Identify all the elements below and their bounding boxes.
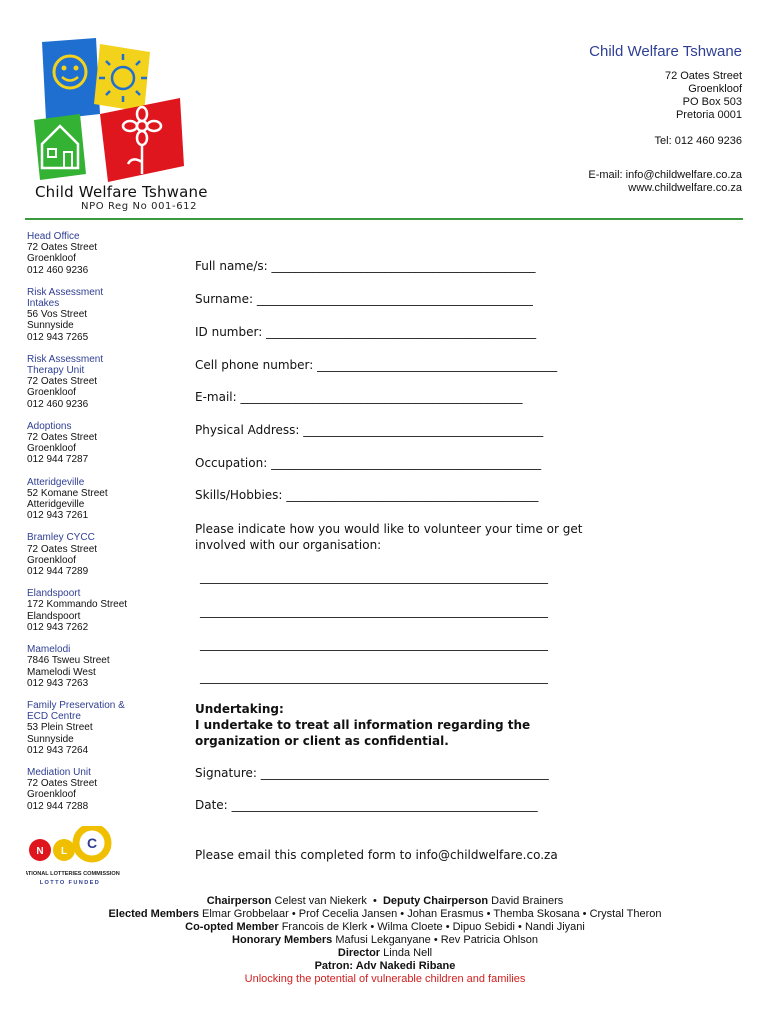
field-label: Full name/s: bbox=[195, 259, 268, 273]
office-title: Adoptions bbox=[27, 420, 72, 432]
office-detail: 172 Kommando Street bbox=[27, 599, 128, 611]
office-detail: 72 Oates Street bbox=[27, 242, 98, 254]
org-contact-block bbox=[588, 43, 742, 195]
office-detail: Elandspoort bbox=[27, 610, 81, 622]
office-title: Intakes bbox=[27, 298, 60, 310]
office-detail: Groenkloof bbox=[27, 443, 76, 455]
honorary-members-label: Honorary Members bbox=[232, 934, 333, 946]
office-title: Therapy Unit bbox=[27, 365, 85, 377]
footer-elected-line bbox=[0, 908, 770, 921]
footer-director-line bbox=[0, 947, 770, 960]
form-field-signature[interactable] bbox=[195, 766, 549, 780]
office-detail: Mamelodi West bbox=[27, 666, 96, 678]
nlc-letter-l: L bbox=[60, 846, 68, 857]
director-name: Linda Nell bbox=[383, 947, 433, 959]
field-line[interactable]: ______________________________________________ bbox=[256, 292, 533, 306]
office-detail: 72 Oates Street bbox=[27, 778, 98, 790]
elected-members-label: Elected Members bbox=[108, 908, 199, 920]
org-website[interactable]: www.childwelfare.co.za bbox=[628, 182, 742, 194]
org-telephone: Tel: 012 460 9236 bbox=[654, 135, 742, 147]
nlc-funded: LOTTO FUNDED bbox=[39, 880, 101, 886]
chairperson-name: Celest van Niekerk bbox=[274, 895, 367, 907]
director-label: Director bbox=[337, 947, 381, 959]
nlc-name: NATIONAL LOTTERIES COMMISSION bbox=[26, 871, 120, 877]
logo-blue-panel bbox=[42, 38, 100, 120]
office-title: Mediation Unit bbox=[27, 766, 91, 778]
office-detail: 012 460 9236 bbox=[27, 264, 89, 276]
chairperson-label: Chairperson bbox=[206, 895, 272, 907]
footer-coopted-line bbox=[0, 921, 770, 934]
field-label: Occupation: bbox=[195, 456, 268, 470]
office-title: Bramley CYCC bbox=[27, 532, 95, 544]
field-line[interactable]: _______________________________________________ bbox=[240, 390, 523, 404]
office-block bbox=[27, 767, 147, 812]
logo-graphic bbox=[28, 34, 203, 184]
office-detail: Groenkloof bbox=[27, 789, 76, 801]
office-title: Family Preservation & bbox=[27, 699, 125, 711]
office-detail: Sunnyside bbox=[27, 320, 74, 332]
form-field-cell-phone[interactable] bbox=[195, 358, 557, 372]
address-line: 72 Oates Street bbox=[664, 70, 742, 82]
field-label: Physical Address: bbox=[195, 423, 300, 437]
office-title: Risk Assessment bbox=[27, 286, 104, 298]
office-detail: 7846 Tsweu Street bbox=[27, 655, 110, 667]
nlc-letter-c: C bbox=[86, 835, 98, 851]
office-block bbox=[27, 700, 147, 756]
office-detail: 012 943 7264 bbox=[27, 744, 89, 756]
volunteer-prompt: Please indicate how you would like to volunteer your time or get involved with our organisation: bbox=[195, 522, 583, 552]
form-field-id-number[interactable] bbox=[195, 325, 536, 339]
form-field-email[interactable] bbox=[195, 390, 523, 404]
honorary-members-names: Mafusi Lekganyane • Rev Patricia Ohlson bbox=[335, 934, 538, 946]
logo-reg-number: NPO Reg No 001-612 bbox=[81, 201, 198, 212]
office-title: Elandspoort bbox=[27, 588, 81, 600]
office-detail: 012 943 7265 bbox=[27, 331, 89, 343]
office-title: Risk Assessment bbox=[27, 353, 104, 365]
office-detail: 012 460 9236 bbox=[27, 398, 89, 410]
undertaking-text: I undertake to treat all information regarding the organization or client as confidential. bbox=[195, 718, 531, 748]
header-divider bbox=[25, 218, 743, 220]
field-label: Cell phone number: bbox=[195, 358, 314, 372]
field-line[interactable]: ________________________________________ bbox=[303, 423, 544, 437]
form-field-occupation[interactable] bbox=[195, 456, 541, 470]
form-field-skills-hobbies[interactable] bbox=[195, 488, 538, 502]
office-title: Head Office bbox=[27, 231, 80, 242]
office-detail: 012 944 7288 bbox=[27, 800, 89, 812]
email-submission-note: Please email this completed form to info@childwelfare.co.za bbox=[195, 848, 558, 862]
volunteer-answer-line[interactable]: __________________________________________________________ bbox=[200, 570, 548, 584]
office-detail: 52 Komane Street bbox=[27, 487, 108, 499]
form-field-full-name[interactable] bbox=[195, 259, 536, 273]
field-line[interactable]: _____________________________________________ bbox=[266, 325, 537, 339]
field-label: E-mail: bbox=[195, 390, 237, 404]
footer-tagline: Unlocking the potential of vulnerable children and families bbox=[244, 973, 526, 985]
office-detail: Atteridgeville bbox=[27, 499, 85, 511]
office-block bbox=[27, 588, 147, 633]
field-label: Surname: bbox=[195, 292, 254, 306]
office-detail: 72 Oates Street bbox=[27, 376, 98, 388]
office-detail: 012 944 7287 bbox=[27, 454, 89, 466]
office-title: Atteridgeville bbox=[27, 476, 85, 488]
volunteer-answer-line[interactable]: __________________________________________________________ bbox=[200, 670, 548, 684]
footer-chair-line: Chairperson Celest van Niekerk • Deputy Chairperson David Brainers bbox=[206, 895, 564, 907]
undertaking-title: Undertaking: bbox=[195, 702, 284, 716]
office-detail: Groenkloof bbox=[27, 387, 76, 399]
office-directory bbox=[27, 231, 147, 823]
office-detail: 56 Vos Street bbox=[27, 309, 88, 321]
field-label: Date: bbox=[195, 798, 228, 812]
office-detail: 72 Oates Street bbox=[27, 432, 98, 444]
office-detail: 72 Oates Street bbox=[27, 543, 98, 555]
office-block bbox=[27, 231, 147, 276]
field-label: Skills/Hobbies: bbox=[195, 488, 283, 502]
office-block bbox=[27, 287, 147, 343]
office-detail: 012 943 7261 bbox=[27, 510, 89, 522]
office-block bbox=[27, 421, 147, 466]
form-field-date[interactable] bbox=[195, 798, 538, 812]
field-line[interactable]: ____________________________________________ bbox=[271, 259, 536, 273]
office-detail: Groenkloof bbox=[27, 253, 76, 265]
field-line[interactable]: ________________________________________ bbox=[317, 358, 558, 372]
board-footer bbox=[0, 895, 770, 986]
field-label: ID number: bbox=[195, 325, 263, 339]
deputy-chairperson-name: David Brainers bbox=[491, 895, 564, 907]
coopted-member-names: Francois de Klerk • Wilma Cloete • Dipuo Sebidi • Nandi Jiyani bbox=[281, 921, 585, 933]
nlc-letter-n: N bbox=[36, 846, 44, 857]
volunteer-answer-line[interactable]: __________________________________________________________ bbox=[200, 604, 548, 618]
nlc-logo bbox=[26, 826, 121, 888]
patron-text: Patron: Adv Nakedi Ribane bbox=[314, 960, 456, 972]
office-title: Mamelodi bbox=[27, 644, 71, 656]
volunteer-answer-line[interactable]: __________________________________________________________ bbox=[200, 637, 548, 651]
org-email[interactable]: E-mail: info@childwelfare.co.za bbox=[588, 169, 742, 181]
coopted-member-label: Co-opted Member bbox=[185, 921, 279, 933]
office-detail: 012 943 7262 bbox=[27, 621, 89, 633]
office-block bbox=[27, 644, 147, 689]
office-detail: Sunnyside bbox=[27, 733, 74, 745]
footer-patron bbox=[0, 960, 770, 973]
address-line: Pretoria 0001 bbox=[675, 109, 742, 121]
office-detail: 012 944 7289 bbox=[27, 566, 89, 578]
field-line[interactable]: _____________________________________________ bbox=[271, 456, 542, 470]
office-block bbox=[27, 354, 147, 410]
logo-name: Child Welfare Tshwane bbox=[35, 183, 208, 201]
office-detail: 012 943 7263 bbox=[27, 677, 89, 689]
address-line: PO Box 503 bbox=[682, 96, 742, 108]
field-label: Signature: bbox=[195, 766, 257, 780]
office-block bbox=[27, 532, 147, 577]
org-name: Child Welfare Tshwane bbox=[589, 43, 742, 60]
field-line[interactable]: __________________________________________ bbox=[286, 488, 539, 502]
field-line[interactable]: ________________________________________________ bbox=[260, 766, 549, 780]
form-field-physical-address[interactable] bbox=[195, 423, 543, 437]
footer-honorary-line bbox=[0, 934, 770, 947]
address-line: Groenkloof bbox=[688, 83, 742, 95]
form-field-surname[interactable] bbox=[195, 292, 533, 306]
office-block bbox=[27, 477, 147, 522]
office-title: ECD Centre bbox=[27, 711, 81, 723]
office-detail: 53 Plein Street bbox=[27, 722, 93, 734]
elected-members-names: Elmar Grobbelaar • Prof Cecelia Jansen • Johan Erasmus • Themba Skosana • Crystal Theron bbox=[202, 908, 662, 920]
field-line[interactable]: ___________________________________________________ bbox=[231, 798, 538, 812]
deputy-chairperson-label: Deputy Chairperson bbox=[382, 895, 489, 907]
office-detail: Groenkloof bbox=[27, 554, 76, 566]
